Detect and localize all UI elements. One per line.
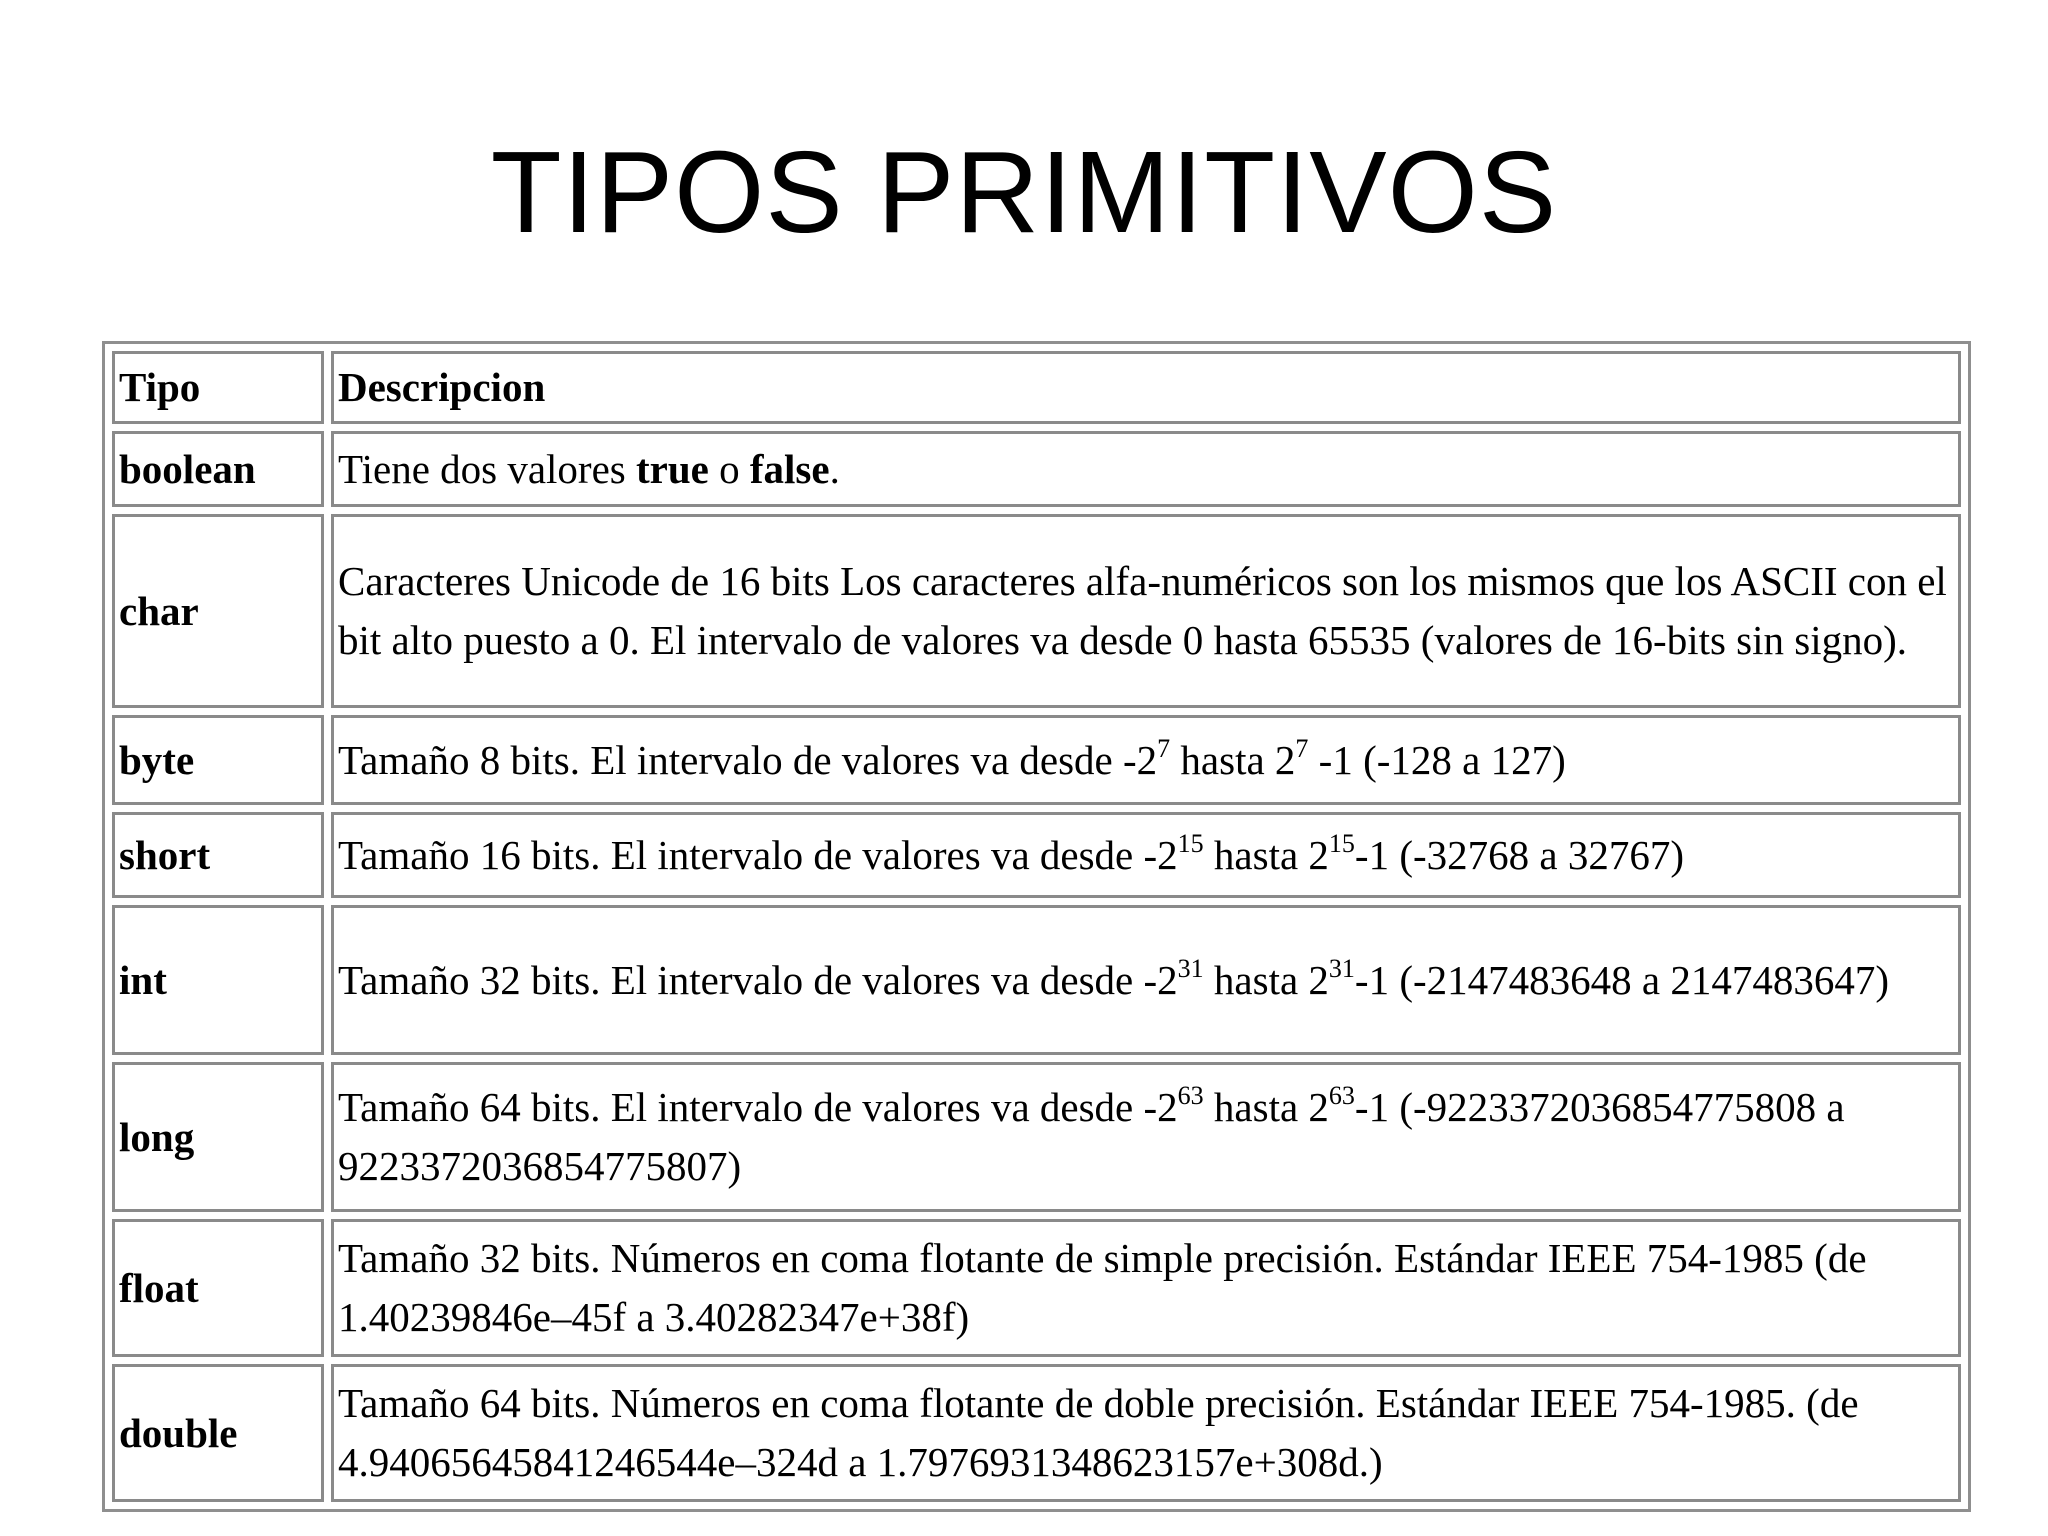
description-text: Caracteres Unicode de 16 bits Los caracteres alfa-numéricos son los mismos que los ASCII con el bit alto puesto a 0. El intervalo de valores va desde 0 hasta 65535 (valores de 16-bits sin signo). — [338, 558, 1947, 663]
description-text: -1 (-128 a 127) — [1308, 736, 1566, 783]
header-type: Tipo — [112, 351, 324, 424]
description-cell — [331, 1364, 1961, 1502]
type-cell: short — [112, 812, 324, 898]
description-cell — [331, 431, 1961, 507]
table-header-row — [112, 351, 1961, 424]
description-text: Tiene dos valores — [338, 445, 636, 492]
table-row — [112, 1364, 1961, 1502]
keyword-true: true — [636, 445, 709, 492]
description-text: . — [829, 445, 840, 492]
description-text: -1 (-9223372036854775808 a 9223372036854775807) — [338, 1084, 1845, 1189]
description-text: hasta 2 — [1203, 831, 1329, 878]
description-text: o — [708, 445, 750, 492]
description-text: Tamaño 64 bits. El intervalo de valores va desde -2 — [338, 1084, 1178, 1130]
exponent: 63 — [1328, 1081, 1355, 1110]
table-row — [112, 905, 1961, 1055]
table-row — [112, 431, 1961, 507]
description-text: Tamaño 32 bits. Números en coma flotante de simple precisión. Estándar IEEE 754-1985 (de 1.40239846e–45f a 3.40282347e+38f) — [338, 1235, 1867, 1340]
exponent: 7 — [1157, 733, 1171, 763]
header-description: Descripcion — [331, 351, 1961, 424]
description-text: hasta 2 — [1203, 956, 1329, 1003]
exponent: 31 — [1328, 953, 1355, 983]
type-cell: long — [112, 1062, 324, 1212]
exponent: 15 — [1328, 828, 1355, 858]
description-cell — [331, 514, 1961, 708]
exponent: 31 — [1177, 953, 1204, 983]
type-cell: byte — [112, 715, 324, 805]
type-cell: double — [112, 1364, 324, 1502]
type-cell: float — [112, 1219, 324, 1357]
description-text: Tamaño 32 bits. El intervalo de valores va desde -2 — [338, 956, 1178, 1003]
description-cell — [331, 715, 1961, 805]
description-text: -1 (-2147483648 a 2147483647) — [1354, 956, 1889, 1003]
description-text: Tamaño 8 bits. El intervalo de valores va desde -2 — [338, 736, 1158, 783]
keyword-false: false — [749, 445, 830, 492]
description-cell — [331, 812, 1961, 898]
exponent: 15 — [1177, 828, 1204, 858]
table-row — [112, 1219, 1961, 1357]
table-row — [112, 812, 1961, 898]
description-cell — [331, 905, 1961, 1055]
description-text: hasta 2 — [1203, 1084, 1329, 1130]
description-cell — [331, 1219, 1961, 1357]
description-text: hasta 2 — [1170, 736, 1296, 783]
type-cell: int — [112, 905, 324, 1055]
table-row — [112, 715, 1961, 805]
exponent: 63 — [1177, 1081, 1204, 1110]
exponent: 7 — [1295, 733, 1309, 763]
type-cell: char — [112, 514, 324, 708]
description-text: Tamaño 16 bits. El intervalo de valores va desde -2 — [338, 831, 1178, 878]
table-row — [112, 1062, 1961, 1212]
table-row — [112, 514, 1961, 708]
slide-title: TIPOS PRIMITIVOS — [490, 127, 1558, 257]
description-text: Tamaño 64 bits. Números en coma flotante de doble precisión. Estándar IEEE 754-1985. (de 4.94065645841246544e–324d a 1.7976931348623157e+308d.) — [338, 1380, 1859, 1485]
description-text: -1 (-32768 a 32767) — [1354, 831, 1684, 878]
description-cell — [331, 1062, 1961, 1212]
primitive-types-table — [102, 341, 1971, 1512]
type-cell: boolean — [112, 431, 324, 507]
